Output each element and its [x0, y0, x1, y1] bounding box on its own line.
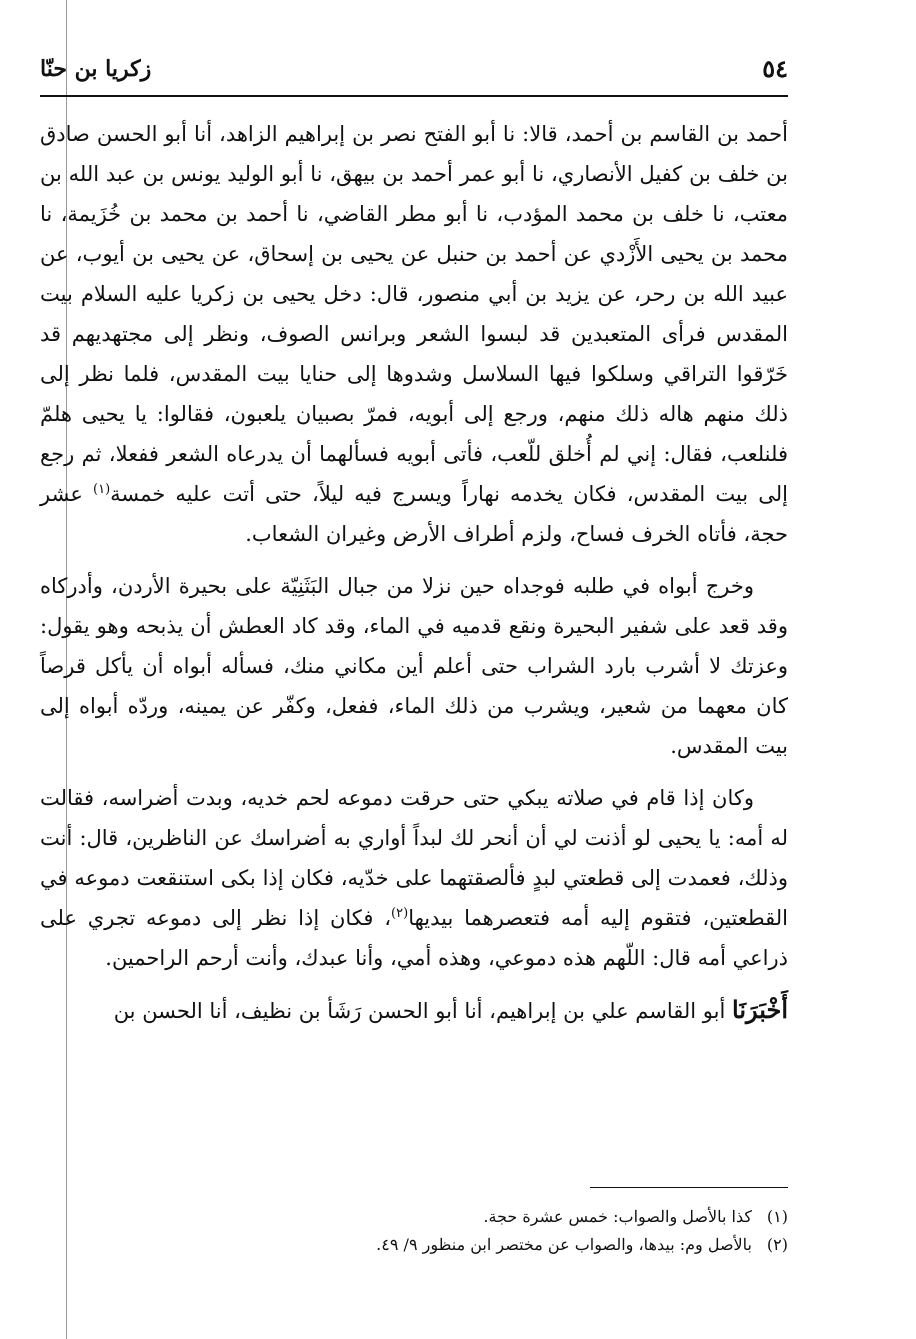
- paragraph-3: [40, 778, 788, 978]
- footnote-number: (٢): [766, 1235, 788, 1254]
- paragraph-1: [40, 114, 788, 554]
- footnotes: [40, 1203, 788, 1259]
- paragraph-text: وكان إذا قام في صلاته يبكي حتى حرقت دموعه لحم خديه، وبدت أضراسه، فقالت له أمه: يا يحيى لو أذنت لي أن أنحر لك لبداً أواري به أضراسك عن الناظرين، قال: أنت وذلك، فعمدت إلى قطعتي لبدٍ فألصقتهما على خدّيه، فكان إذا بكى استنقعت دموعه في القطعتين، فتقوم إليه أمه فتعصرهما بيديها: [40, 786, 789, 930]
- footnote-text: بالأصل وم: بيدها، والصواب عن مختصر ابن منظور ٩/ ٤٩.: [376, 1235, 752, 1254]
- paragraph-text-continued: ، فكان إذا نظر إلى دموعه تجري على ذراعي أمه قال: اللّهم هذه دموعي، وهذه أمي، وأنا عبدك، وأنت أرحم الراحمين.: [40, 906, 788, 970]
- footnote-item: [40, 1203, 788, 1231]
- footnote-number: (١): [766, 1207, 788, 1226]
- footnote-rule: [590, 1187, 788, 1188]
- paragraph-text-continued: عشر حجة، فأتاه الخرف فساح، ولزم أطراف الأرض وغيران الشعاب.: [40, 482, 788, 546]
- paragraph-text: أبو القاسم علي بن إبراهيم، أنا أبو الحسن رَشَأ بن نظيف، أنا الحسن بن: [113, 999, 726, 1023]
- paragraph-text: وخرج أبواه في طلبه فوجداه حين نزلا من جبال البَثَنِيّة على بحيرة الأردن، وأدركاه وقد قعد على شفير البحيرة ونقع قدميه في الماء، وقد كاد العطش أن يذبحه وهو يقول: وعزتك لا أشرب بارد الشراب حتى أعلم أين مكاني منك، فسأله أبواه أن يأكل قرصاً كان معهما من شعير، ويشرب من ذلك الماء، ففعل، وكفّر عن يمينه، وردّه أبواه إلى بيت المقدس.: [40, 574, 788, 758]
- paragraph-text: أحمد بن القاسم بن أحمد، قالا: نا أبو الفتح نصر بن إبراهيم الزاهد، أنا أبو الحسن صادق بن خلف بن كفيل الأنصاري، نا أبو عمر أحمد بن بيهق، نا أبو الوليد يونس بن عبد الله بن معتب، نا خلف بن محمد المؤدب، نا أبو مطر القاضي، نا أحمد بن محمد بن خُزَيمة، نا محمد بن يحيى الأَزْدي عن أحمد بن حنبل عن يحيى بن إسحاق، عن يحيى بن أيوب، عن عبيد الله بن رحر، عن يزيد بن أبي منصور، قال: دخل يحيى بن زكريا عليه السلام بيت المقدس فرأى المتعبدين قد لبسوا الشعر وبرانس الصوف، ونظر إلى مجتهديهم قد خَرّقوا التراقي وسلكوا فيها السلاسل وشدوها إلى حنايا بيت المقدس، فلما نظر إلى ذلك منهم هاله ذلك منهم، ورجع إلى أبويه، فمرّ بصبيان يلعبون، فقالوا: يا يحيى هلمّ فلنلعب، فقال: إني لم أُخلق للّعب، فأتى أبويه فسألهما أن يدرعاه الشعر ففعلا، ثم رجع إلى بيت المقدس، فكان يخدمه نهاراً ويسرج فيه ليلاً، حتى أتت عليه خمسة: [40, 122, 788, 506]
- paragraph-2: [40, 566, 788, 766]
- footnote-ref-1: (١): [93, 482, 111, 497]
- header-rule: [40, 95, 788, 97]
- lead-word: أَخْبَرَنَا: [732, 995, 788, 1024]
- paragraph-4: [40, 990, 788, 1031]
- footnote-ref-2: (٢): [391, 906, 409, 921]
- footnote-item: [40, 1231, 788, 1259]
- footnote-text: كذا بالأصل والصواب: خمس عشرة حجة.: [483, 1207, 752, 1226]
- running-title: زكريا بن حنّا: [40, 56, 152, 82]
- main-text: [40, 114, 788, 1043]
- page-header: [40, 50, 788, 94]
- page-number: ٥٤: [762, 54, 788, 83]
